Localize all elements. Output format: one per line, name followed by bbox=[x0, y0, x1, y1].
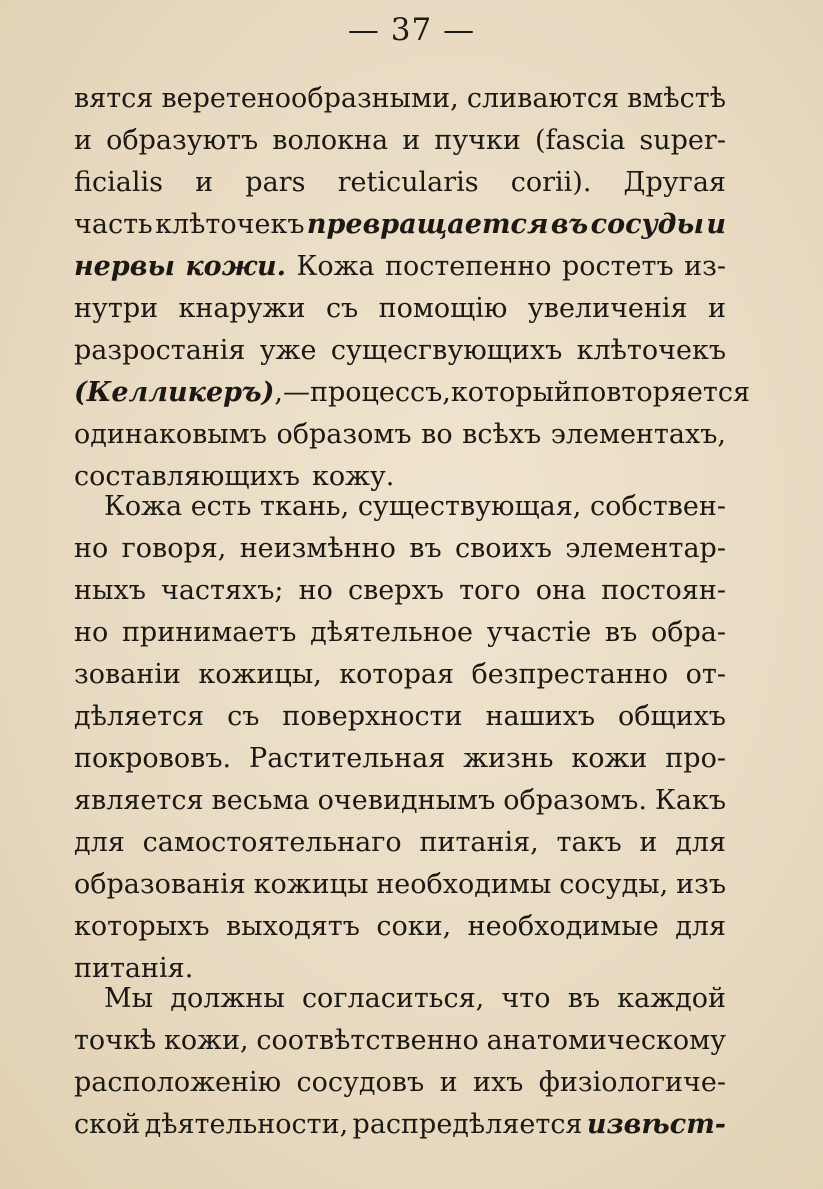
word: pars bbox=[245, 167, 306, 198]
word: выходятъ bbox=[225, 911, 360, 942]
word: того bbox=[459, 575, 521, 606]
word: принимаетъ bbox=[121, 617, 297, 648]
text-line bbox=[74, 978, 726, 1020]
word: и bbox=[706, 209, 726, 240]
word: зованіи bbox=[74, 659, 181, 690]
paragraph-1 bbox=[74, 78, 750, 498]
word: Кожа bbox=[296, 251, 375, 282]
word: въ bbox=[604, 617, 638, 648]
text-line bbox=[74, 372, 750, 414]
word: необходимые bbox=[467, 911, 659, 942]
word: нервы bbox=[74, 251, 175, 282]
word: покрововъ. bbox=[74, 743, 232, 774]
word: образомъ bbox=[276, 419, 412, 450]
word: составляющихъ bbox=[74, 461, 300, 492]
word: пучки bbox=[434, 125, 521, 156]
word: безпрестанно bbox=[471, 659, 669, 690]
word: веретенообразными, bbox=[161, 83, 459, 114]
page-number: — 37 — bbox=[347, 12, 476, 48]
word: соотвѣтственно bbox=[256, 1025, 479, 1056]
word: говоря, bbox=[121, 533, 227, 564]
word: частяхъ; bbox=[160, 575, 284, 606]
word: распредѣляется bbox=[352, 1109, 583, 1140]
word: дѣятельности, bbox=[144, 1109, 349, 1140]
word: физіологиче- bbox=[538, 1067, 726, 1098]
word: поверхности bbox=[282, 701, 463, 732]
word: от- bbox=[685, 659, 726, 690]
word: и bbox=[639, 827, 658, 858]
word: но bbox=[74, 533, 109, 564]
word: одинаковымъ bbox=[74, 419, 267, 450]
word: сущесгвующихъ bbox=[330, 335, 563, 366]
word: сосуды, bbox=[559, 869, 669, 900]
text-line bbox=[74, 162, 726, 204]
word: она bbox=[535, 575, 587, 606]
word: въ bbox=[409, 533, 442, 564]
text-line bbox=[74, 1104, 726, 1146]
text-line bbox=[74, 486, 726, 528]
paragraph-2 bbox=[74, 486, 726, 990]
word: уже bbox=[259, 335, 317, 366]
word: и bbox=[195, 167, 214, 198]
word: Какъ bbox=[654, 785, 726, 816]
word: питанія. bbox=[74, 953, 194, 984]
text-line bbox=[74, 570, 726, 612]
word: собствен- bbox=[589, 491, 726, 522]
word: согласиться, bbox=[301, 983, 485, 1014]
word: сосуды bbox=[590, 209, 704, 240]
word: самостоятельнаго bbox=[142, 827, 402, 858]
word: кожицы, bbox=[198, 659, 322, 690]
text-line bbox=[74, 330, 726, 372]
word: съ bbox=[325, 293, 359, 324]
word: во bbox=[421, 419, 453, 450]
word: про- bbox=[665, 743, 726, 774]
text-line bbox=[74, 78, 726, 120]
word: для bbox=[675, 827, 726, 858]
word: увеличенія bbox=[527, 293, 688, 324]
word: очевиднымъ bbox=[317, 785, 496, 816]
word: существующая, bbox=[357, 491, 582, 522]
text-line bbox=[74, 120, 726, 162]
word: съ bbox=[227, 701, 260, 732]
word: Кожа bbox=[104, 491, 183, 522]
word: точкѣ bbox=[74, 1025, 157, 1056]
word: общихъ bbox=[617, 701, 726, 732]
word: образомъ. bbox=[503, 785, 647, 816]
text-line bbox=[74, 864, 726, 906]
word: въ bbox=[567, 983, 601, 1014]
word: часть bbox=[74, 209, 153, 240]
word: но bbox=[74, 617, 109, 648]
word: клѣточекъ bbox=[155, 209, 305, 240]
word: ныхъ bbox=[74, 575, 146, 606]
word: из- bbox=[684, 251, 726, 282]
word: клѣточекъ bbox=[576, 335, 726, 366]
word: (fascia bbox=[534, 125, 626, 156]
word: образованія bbox=[74, 869, 246, 900]
word: corii). bbox=[510, 167, 592, 198]
paragraph-3 bbox=[74, 978, 726, 1146]
word: вятся bbox=[74, 83, 154, 114]
word: и bbox=[74, 125, 92, 156]
text-line bbox=[74, 738, 726, 780]
text-line bbox=[74, 906, 726, 948]
word: участіе bbox=[486, 617, 592, 648]
word: ростетъ bbox=[561, 251, 674, 282]
word: превращается bbox=[306, 209, 549, 240]
word: super- bbox=[639, 125, 726, 156]
word: (Келликеръ),—процессъ, bbox=[74, 377, 451, 408]
text-line bbox=[74, 696, 726, 738]
word: является bbox=[74, 785, 204, 816]
word: образуютъ bbox=[106, 125, 259, 156]
word: который bbox=[450, 377, 572, 408]
text-line bbox=[74, 204, 726, 246]
word: ской bbox=[74, 1109, 141, 1140]
word: кожи bbox=[571, 743, 648, 774]
word: ficialis bbox=[74, 167, 163, 198]
word: которыхъ bbox=[74, 911, 210, 942]
word: и bbox=[402, 125, 421, 156]
word: каждой bbox=[617, 983, 726, 1014]
word: для bbox=[675, 911, 726, 942]
word: постоян- bbox=[601, 575, 726, 606]
word: соки, bbox=[376, 911, 452, 942]
word: своихъ bbox=[454, 533, 552, 564]
word: сверхъ bbox=[347, 575, 444, 606]
word: весьма bbox=[211, 785, 310, 816]
word: повторяется bbox=[571, 377, 750, 408]
word: но bbox=[298, 575, 333, 606]
word: Мы bbox=[104, 983, 154, 1014]
word: reticularis bbox=[337, 167, 479, 198]
text-line bbox=[74, 246, 726, 288]
word: дѣляется bbox=[74, 701, 205, 732]
word: Другая bbox=[623, 167, 726, 198]
text-line bbox=[74, 288, 726, 330]
word: и bbox=[708, 293, 726, 324]
text-line bbox=[74, 1020, 726, 1062]
text-line bbox=[74, 528, 726, 570]
word: есть bbox=[190, 491, 252, 522]
word: сливаются bbox=[466, 83, 620, 114]
word: Растительная bbox=[249, 743, 446, 774]
word: для bbox=[74, 827, 125, 858]
text-line bbox=[74, 822, 726, 864]
word: расположенію bbox=[74, 1067, 282, 1098]
word: элементахъ, bbox=[550, 419, 726, 450]
word: неизмѣнно bbox=[239, 533, 396, 564]
word: извѣст- bbox=[586, 1109, 726, 1140]
word: ихъ bbox=[472, 1067, 524, 1098]
word: элементар- bbox=[565, 533, 726, 564]
word: кожицы bbox=[253, 869, 369, 900]
word: и bbox=[439, 1067, 458, 1098]
word: дѣятельное bbox=[310, 617, 474, 648]
word: анатомическому bbox=[486, 1025, 726, 1056]
word: должны bbox=[170, 983, 285, 1014]
word: волокна bbox=[272, 125, 389, 156]
word: жизнь bbox=[463, 743, 554, 774]
word: кнаружи bbox=[178, 293, 306, 324]
text-line bbox=[74, 414, 726, 456]
word: кожи, bbox=[164, 1025, 249, 1056]
word: вмѣстѣ bbox=[627, 83, 726, 114]
word: изъ bbox=[676, 869, 726, 900]
text-line bbox=[74, 654, 726, 696]
word: обра- bbox=[650, 617, 726, 648]
word: что bbox=[501, 983, 551, 1014]
word: разростанія bbox=[74, 335, 246, 366]
word: такъ bbox=[556, 827, 622, 858]
word: ткань, bbox=[260, 491, 350, 522]
word: помощію bbox=[378, 293, 508, 324]
word: необходимы bbox=[376, 869, 552, 900]
word: которая bbox=[339, 659, 455, 690]
word: нашихъ bbox=[485, 701, 596, 732]
word: всѣхъ bbox=[462, 419, 542, 450]
word: постепенно bbox=[384, 251, 552, 282]
word: кожи. bbox=[185, 251, 286, 282]
word: кожу. bbox=[311, 461, 395, 492]
word: сосудовъ bbox=[296, 1067, 425, 1098]
word: нутри bbox=[74, 293, 159, 324]
word: въ bbox=[550, 209, 589, 240]
word: питанія, bbox=[419, 827, 539, 858]
text-line bbox=[74, 1062, 726, 1104]
text-line bbox=[74, 612, 726, 654]
text-line bbox=[74, 780, 726, 822]
